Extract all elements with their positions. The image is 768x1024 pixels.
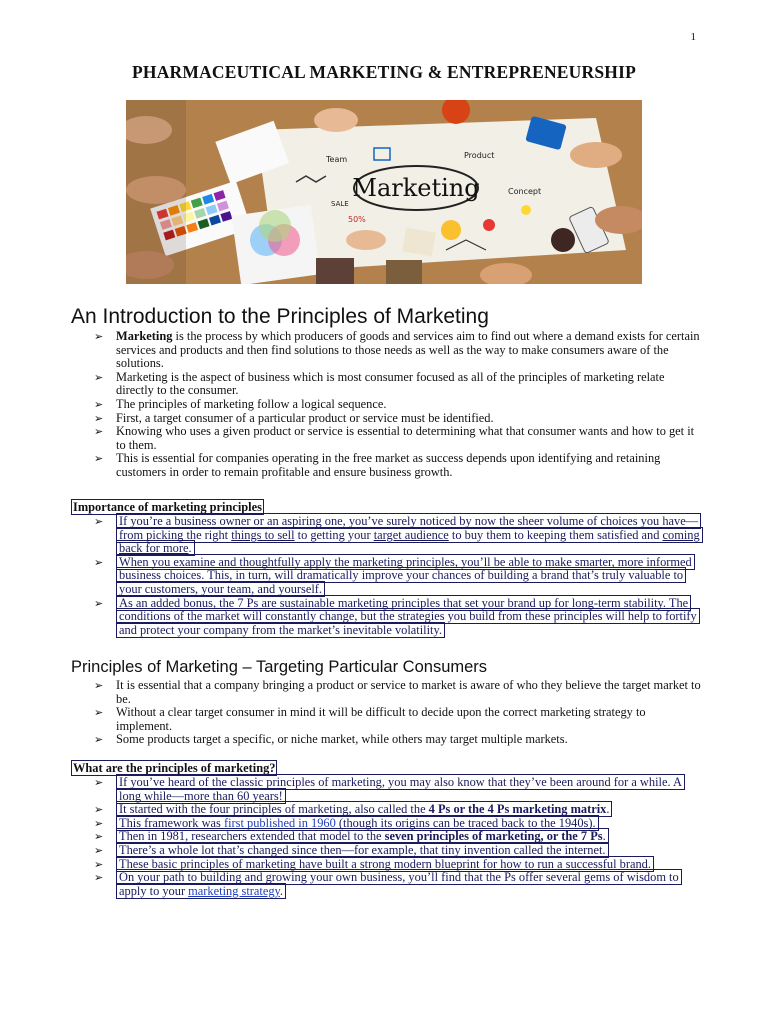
list-item: ➢ First, a target consumer of a particular product or service must be identified. xyxy=(94,412,704,426)
list-item: ➢ It is essential that a company bringing a product or service to market is aware of who they believe the target market to be. xyxy=(94,679,704,706)
list-item: ➢ If you’re a business owner or an aspiring one, you’ve surely noticed by now the sheer volume of choices you have—from picking the right things to sell to getting your target audience to buy them to keeping them satisfied and coming back for more. xyxy=(94,515,704,556)
hero-concept-label: Concept xyxy=(508,187,542,196)
list-item: ➢ This is essential for companies operating in the free market as success depends upon identifying and retaining customers in order to remain profitable and ensure business growth. xyxy=(94,452,704,479)
targeting-heading: Principles of Marketing – Targeting Particular Consumers xyxy=(71,658,488,676)
list-item: ➢ Without a clear target consumer in mind it will be difficult to decide upon the correct marketing strategy to implement. xyxy=(94,706,704,733)
things-to-sell-link[interactable]: things to sell xyxy=(231,527,295,542)
document-title: PHARMACEUTICAL MARKETING & ENTREPRENEURSHIP xyxy=(132,62,636,82)
coming-back-link[interactable]: coming back for more xyxy=(119,527,700,556)
list-item: ➢ Some products target a specific, or niche market, while others may target multiple markets. xyxy=(94,733,704,747)
intro-heading: An Introduction to the Principles of Marketing xyxy=(71,305,489,328)
targeting-bullet-list xyxy=(94,679,704,747)
list-item: ➢ Knowing who uses a given product or service is essential to determining what that consumer wants and how to get it to them. xyxy=(94,425,704,452)
first-published-link[interactable]: first published in 1960 xyxy=(223,815,336,830)
hero-marketing-word: Marketing xyxy=(352,174,480,202)
marketing-hero-image xyxy=(126,100,642,284)
hero-sale-label: SALE xyxy=(331,200,349,208)
marketing-strategy-link[interactable]: marketing strategy xyxy=(188,883,280,898)
list-item: ➢ If you’ve heard of the classic principles of marketing, you may also know that they’ve been around for a while. A long while—more than 60 years! xyxy=(94,776,704,803)
list-item: ➢ There’s a whole lot that’s changed since then—for example, that tiny invention called the internet. xyxy=(94,844,704,858)
what-bullet-list xyxy=(94,776,704,898)
importance-bullet-list xyxy=(94,515,704,637)
hero-percent-label: 50% xyxy=(348,215,366,224)
list-item: ➢ As an added bonus, the 7 Ps are sustainable marketing principles that set your brand up for long-term stability. The conditions of the market will constantly change, but the strategies you build from these principles will help to fortify and protect your company from the market’s inevitable volatility. xyxy=(94,597,704,638)
list-item: ➢ It started with the four principles of marketing, also called the 4 Ps or the 4 Ps marketing matrix. xyxy=(94,803,704,817)
list-item: ➢ Marketing is the process by which producers of goods and services aim to find out where a demand exists for certain services and products and then find solutions to those needs as well as the way to make consumers aware of the solutions. xyxy=(94,330,704,371)
what-subheading: What are the principles of marketing? xyxy=(73,761,276,775)
list-item: ➢ When you examine and thoughtfully apply the marketing principles, you’ll be able to make smarter, more informed business choices. This, in turn, will dramatically improve your chances of building a brand that’s truly valuable to your customers, your team, and yourself. xyxy=(94,556,704,597)
target-audience-link[interactable]: target audience xyxy=(373,527,449,542)
list-item: ➢ These basic principles of marketing have built a strong modern blueprint for how to run a successful brand. xyxy=(94,858,704,872)
importance-subheading: Importance of marketing principles xyxy=(73,500,262,514)
hero-team-label: Team xyxy=(326,155,348,164)
hero-product-label: Product xyxy=(464,151,495,160)
list-item: ➢ The principles of marketing follow a logical sequence. xyxy=(94,398,704,412)
page-number: 1 xyxy=(690,31,696,43)
list-item: ➢ Marketing is the aspect of business which is most consumer focused as all of the principles of marketing relate directly to the consumer. xyxy=(94,371,704,398)
list-item: ➢ On your path to building and growing your own business, you’ll find that the Ps offer several gems of wisdom to apply to your marketing strategy. xyxy=(94,871,704,898)
intro-bullet-list xyxy=(94,330,704,480)
list-item: ➢ Then in 1981, researchers extended that model to the seven principles of marketing, or the 7 Ps. xyxy=(94,830,704,844)
list-item: ➢ This framework was first published in 1960 (though its origins can be traced back to the 1940s). xyxy=(94,817,704,831)
